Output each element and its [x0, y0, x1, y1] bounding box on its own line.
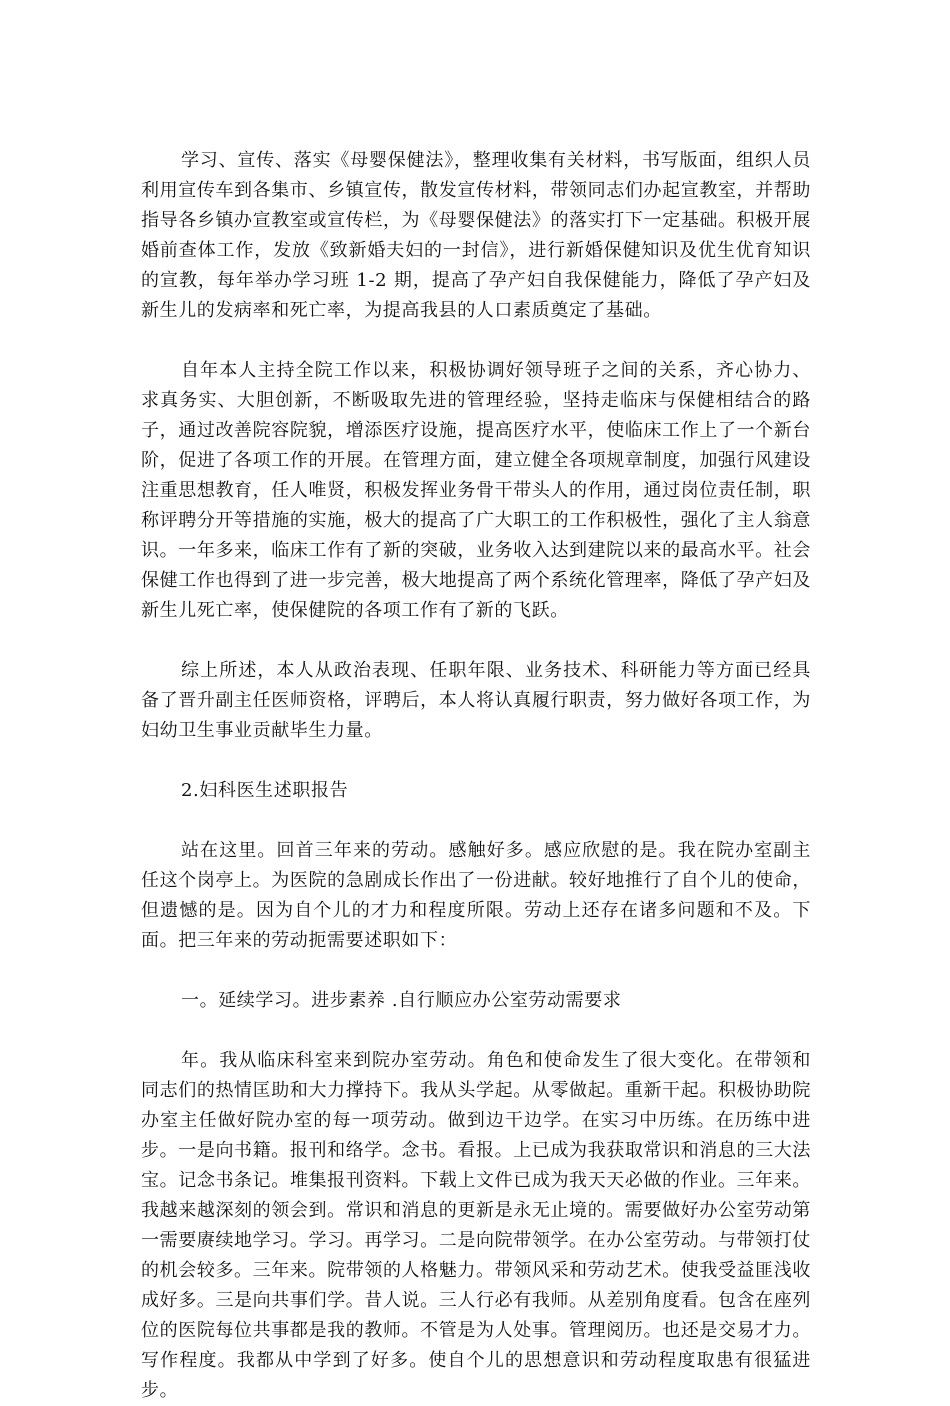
- document-body: [141, 146, 811, 1406]
- paragraph-gap: [141, 956, 811, 986]
- subsection-heading: 一。延续学习。进步素养 .自行顺应办公室劳动需要求: [181, 990, 622, 1011]
- section-heading: 2.妇科医生述职报告: [181, 780, 349, 801]
- paragraph-learning: 年。我从临床科室来到院办室劳动。角色和使命发生了很大变化。在带领和同志们的热情匡助和大力撑持下。我从头学起。从零做起。重新干起。积极协助院办室主任做好院办室的每一项劳动。做到边干边学。在实习中历练。在历练中进步。一是向书籍。报刊和络学。念书。看报。上已成为我获取常识和消息的三大法宝。记念书条记。堆集报刊资料。下载上文件已成为我天天必做的作业。三年来。我越来越深刻的领会到。常识和消息的更新是永无止境的。需要做好办公室劳动第一需要赓续地学习。学习。再学习。二是向院带领学。在办公室劳动。与带领打仗的机会较多。三年来。院带领的人格魅力。带领风采和劳动艺术。使我受益匪浅收成好多。三是向共事们学。昔人说。三人行必有我师。从差别角度看。包含在座列位的医院每位共事都是我的教师。不管是为人处事。管理阅历。也还是交易才力。写作程度。我都从中学到了好多。使自个儿的思想意识和劳动程度取患有很猛进步。: [141, 1050, 811, 1401]
- paragraph-summary: 综上所述，本人从政治表现、任职年限、业务技术、科研能力等方面已经具备了晋升副主任医师资格，评聘后，本人将认真履行职责，努力做好各项工作，为妇幼卫生事业贡献毕生力量。: [141, 660, 811, 741]
- paragraph-maternal-health-law: 学习、宣传、落实《母婴保健法》，整理收集有关材料，书写版面，组织人员利用宣传车到各集市、乡镇宣传，散发宣传材料，带领同志们办起宣教室，并帮助指导各乡镇办宣教室或宣传栏，为《母婴保健法》的落实打下一定基础。积极开展婚前查体工作，发放《致新婚夫妇的一封信》，进行新婚保健知识及优生优育知识的宣教，每年举办学习班 1-2 期，提高了孕产妇自我保健能力，降低了孕产妇及新生儿的发病率和死亡率，为提高我县的人口素质奠定了基础。: [141, 150, 811, 321]
- paragraph-gap: [141, 806, 811, 836]
- paragraph-gap: [141, 626, 811, 656]
- paragraph-gap: [141, 326, 811, 356]
- paragraph-gap: [141, 746, 811, 776]
- paragraph-hospital-management: 自年本人主持全院工作以来，积极协调好领导班子之间的关系，齐心协力、求真务实、大胆创新，不断吸取先进的管理经验，坚持走临床与保健相结合的路子，通过改善院容院貌，增添医疗设施，提高医疗水平，使临床工作上了一个新台阶，促进了各项工作的开展。在管理方面，建立健全各项规章制度，加强行风建设注重思想教育，任人唯贤，积极发挥业务骨干带头人的作用，通过岗位责任制，职称评聘分开等措施的实施，极大的提高了广大职工的工作积极性，强化了主人翁意识。一年多来，临床工作有了新的突破，业务收入达到建院以来的最高水平。社会保健工作也得到了进一步完善，极大地提高了两个系统化管理率，降低了孕产妇及新生儿死亡率，使保健院的各项工作有了新的飞跃。: [141, 360, 811, 621]
- paragraph-report-intro: 站在这里。回首三年来的劳动。感触好多。感应欣慰的是。我在院办室副主任这个岗亭上。为医院的急剧成长作出了一份进献。较好地推行了自个儿的使命，但遗憾的是。因为自个儿的才力和程度所限。劳动上还存在诸多问题和不及。下面。把三年来的劳动扼需要述职如下：: [141, 840, 811, 951]
- paragraph-gap: [141, 1016, 811, 1046]
